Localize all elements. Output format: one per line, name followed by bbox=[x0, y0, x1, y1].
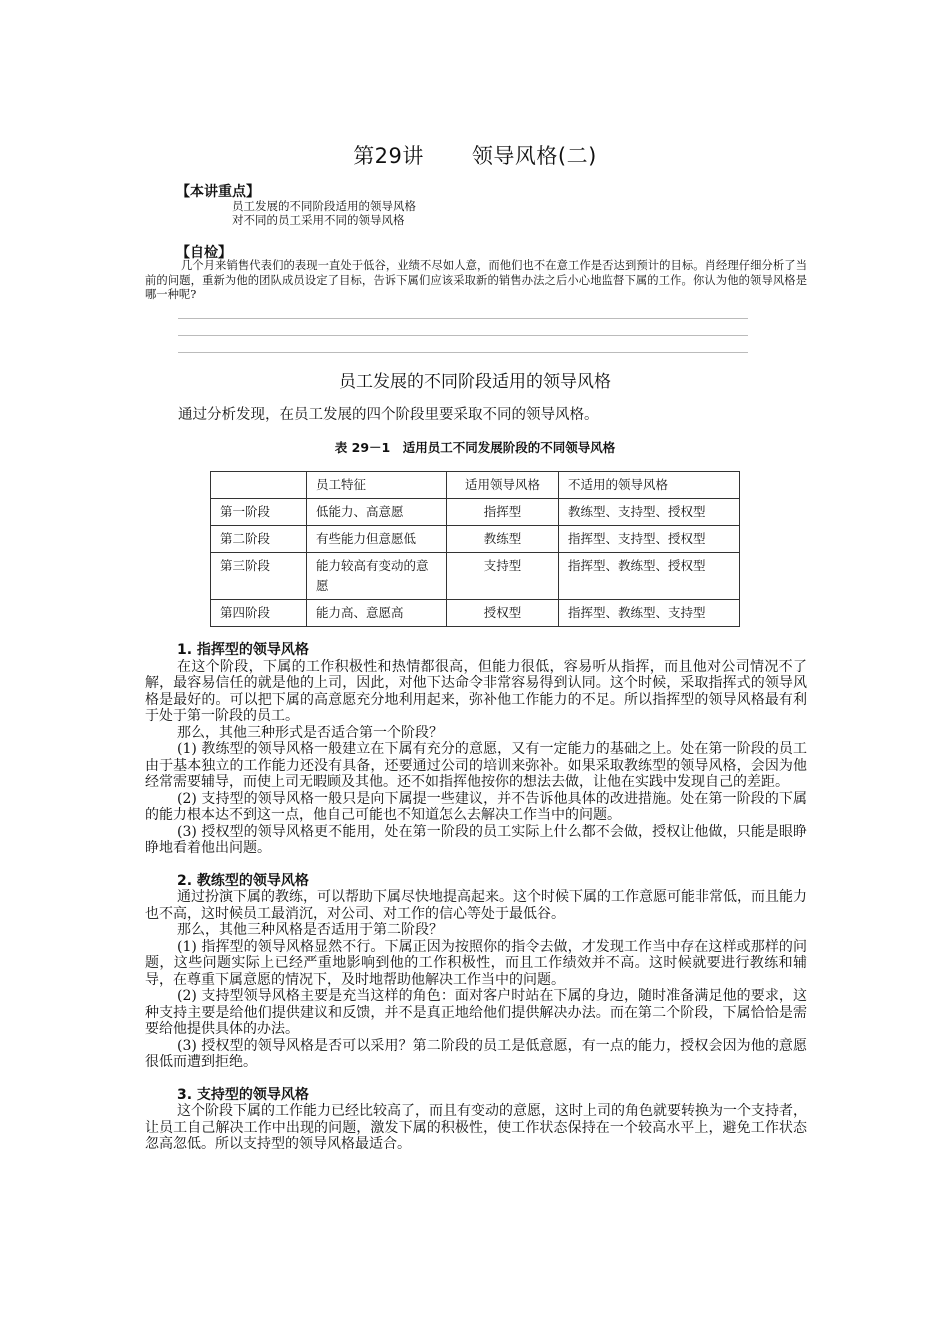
table-cell: 能力高、意愿高 bbox=[307, 600, 447, 627]
part2-heading: 2. 教练型的领导风格 bbox=[177, 872, 309, 889]
table-cell: 第四阶段 bbox=[211, 600, 307, 627]
table-cell: 第三阶段 bbox=[211, 553, 307, 600]
page-title bbox=[0, 140, 950, 170]
table-header bbox=[211, 472, 307, 499]
leadership-style-table bbox=[210, 471, 740, 627]
lecture-title: 领导风格(二) bbox=[471, 144, 597, 168]
section-intro: 通过分析发现，在员工发展的四个阶段里要采取不同的领导风格。 bbox=[178, 407, 599, 423]
table-cell: 支持型 bbox=[447, 553, 559, 600]
paragraph: (1) 教练型的领导风格一般建立在下属有充分的意愿，又有一定能力的基础之上。处在第一阶段的员工由于基本独立的工作能力还没有具备，还要通过公司的培训来弥补。如果采取教练型的领导风格，会因为他经常需要辅导，而使上司无暇顾及其他。还不如指挥他按你的想法去做，让他在实践中发现自己的差距。 bbox=[145, 741, 807, 790]
table-cell: 低能力、高意愿 bbox=[307, 499, 447, 526]
table-cell: 指挥型 bbox=[447, 499, 559, 526]
lecture-number: 第29讲 bbox=[353, 144, 424, 168]
answer-line bbox=[178, 352, 748, 353]
paragraph: 那么，其他三种形式是否适合第一个阶段？ bbox=[177, 724, 443, 741]
paragraph: (3) 授权型的领导风格是否可以采用？第二阶段的员工是低意愿，有一点的能力，授权会因为他的意愿很低而遭到拒绝。 bbox=[145, 1037, 807, 1070]
table-cell: 指挥型、支持型、授权型 bbox=[559, 526, 740, 553]
self-check-heading: 【自检】 bbox=[176, 245, 232, 261]
table-caption: 表 29－1 适用员工不同发展阶段的不同领导风格 bbox=[334, 440, 616, 455]
table-cell: 指挥型、教练型、支持型 bbox=[559, 600, 740, 627]
part3-heading: 3. 支持型的领导风格 bbox=[177, 1086, 309, 1103]
paragraph: 这个阶段下属的工作能力已经比较高了，而且有变动的意愿，这时上司的角色就要转换为一个支持者，让员工自己解决工作中出现的问题，激发下属的积极性，使工作状态保持在一个较高水平上，避免工作状态忽高忽低。所以支持型的领导风格最适合。 bbox=[145, 1103, 807, 1152]
key-point-item: 员工发展的不同阶段适用的领导风格 bbox=[232, 199, 416, 213]
answer-line bbox=[178, 318, 748, 319]
paragraph: (2) 支持型领导风格主要是充当这样的角色：面对客户时站在下属的身边，随时准备满足他的要求，这种支持主要是给他们提供建议和反馈，并不是真正地给他们提供解决办法。而在第二个阶段，下属恰恰是需要给他提供具体的办法。 bbox=[145, 988, 807, 1037]
table-cell: 有些能力但意愿低 bbox=[307, 526, 447, 553]
paragraph: 通过扮演下属的教练，可以帮助下属尽快地提高起来。这个时候下属的工作意愿可能非常低，而且能力也不高，这时候员工最消沉，对公司、对工作的信心等处于最低谷。 bbox=[145, 889, 807, 922]
table-header: 不适用的领导风格 bbox=[559, 472, 740, 499]
table-cell: 第一阶段 bbox=[211, 499, 307, 526]
table-row bbox=[211, 600, 740, 627]
answer-line bbox=[178, 335, 748, 336]
table-cell: 指挥型、教练型、授权型 bbox=[559, 553, 740, 600]
table-row bbox=[211, 499, 740, 526]
table-cell: 教练型、支持型、授权型 bbox=[559, 499, 740, 526]
paragraph: (1) 指挥型的领导风格显然不行。下属正因为按照你的指令去做，才发现工作当中存在这样或那样的问题，这些问题实际上已经严重地影响到他的工作积极性，而且工作绩效并不高。这时候就要进行教练和辅导，在尊重下属意愿的情况下，及时地帮助他解决工作当中的问题。 bbox=[145, 938, 807, 988]
section-title: 员工发展的不同阶段适用的领导风格 bbox=[339, 372, 611, 392]
table-row bbox=[211, 553, 740, 600]
table-cell: 教练型 bbox=[447, 526, 559, 553]
table-cell: 授权型 bbox=[447, 600, 559, 627]
table-row bbox=[211, 526, 740, 553]
part1-heading: 1. 指挥型的领导风格 bbox=[177, 642, 309, 658]
paragraph: (2) 支持型的领导风格一般只是向下属提一些建议，并不告诉他具体的改进措施。处在第一阶段的下属的能力根本达不到这一点，他自己可能也不知道怎么去解决工作当中的问题。 bbox=[145, 790, 807, 823]
body-text bbox=[145, 642, 807, 1153]
table-header: 员工特征 bbox=[307, 472, 447, 499]
table-header: 适用领导风格 bbox=[447, 472, 559, 499]
paragraph: 那么，其他三种风格是否适用于第二阶段？ bbox=[177, 922, 443, 938]
table-cell: 能力较高有变动的意愿 bbox=[307, 553, 447, 600]
key-point-item: 对不同的员工采用不同的领导风格 bbox=[232, 213, 405, 227]
key-points-heading: 【本讲重点】 bbox=[176, 184, 260, 200]
table-cell: 第二阶段 bbox=[211, 526, 307, 553]
self-check-text: 几个月来销售代表们的表现一直处于低谷，业绩不尽如人意，而他们也不在意工作是否达到预计的目标。肖经理仔细分析了当前的问题，重新为他的团队成员设定了目标，告诉下属们应该采取新的销售办法之后小心地监督下属的工作。你认为他的领导风格是哪一种呢? bbox=[145, 259, 807, 301]
paragraph: 在这个阶段，下属的工作积极性和热情都很高，但能力很低，容易听从指挥，而且他对公司情况不了解，最容易信任的就是他的上司，因此，对他下达命令非常容易得到认同。这个时候，采取指挥式的领导风格是最好的。可以把下属的高意愿充分地利用起来，弥补他工作能力的不足。所以指挥型的领导风格最有利于处于第一阶段的员工。 bbox=[145, 658, 807, 724]
paragraph: (3) 授权型的领导风格更不能用，处在第一阶段的员工实际上什么都不会做，授权让他做，只能是眼睁睁地看着他出问题。 bbox=[145, 823, 807, 856]
table-header-row bbox=[211, 472, 740, 499]
